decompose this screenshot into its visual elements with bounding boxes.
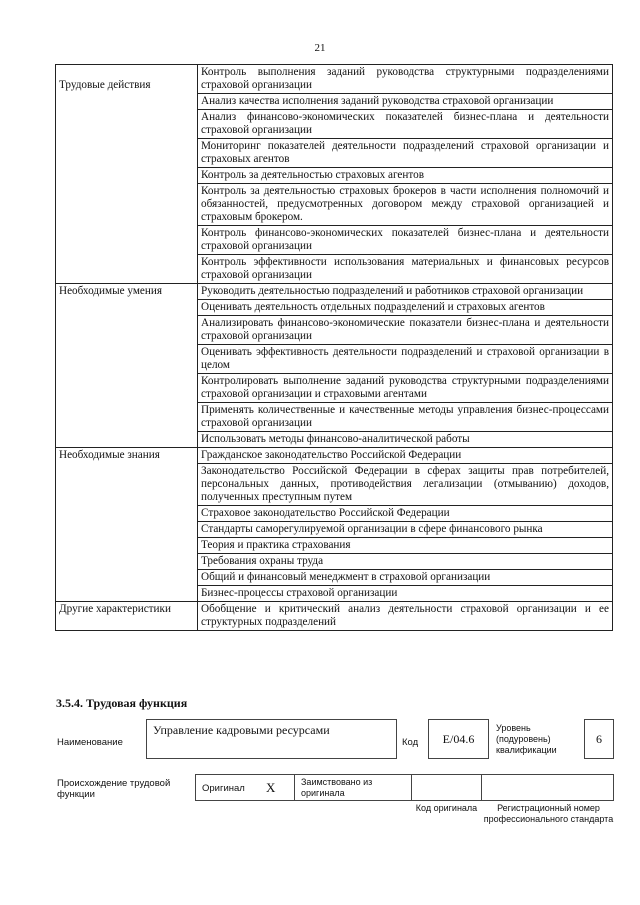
table-cell: Контролировать выполнение заданий руководства структурными подразделениями страховой организации и страховыми агентами [198,374,613,403]
table-cell: Применять количественные и качественные методы управления бизнес-процессами страховой организации [198,403,613,432]
table-cell: Использовать методы финансово-аналитической работы [198,432,613,448]
table-cell: Гражданское законодательство Российской Федерации [198,448,613,464]
table-cell: Обобщение и критический анализ деятельности страховой организации и ее структурных подразделений [198,602,613,631]
code-caption: Код оригинала [415,803,478,813]
section-label: Трудовые действия [56,65,198,284]
reg-caption: Регистрационный номер профессионального стандарта [483,803,614,824]
table-cell: Контроль выполнения заданий руководства структурными подразделениями страховой организации [198,65,613,94]
table-cell: Оценивать деятельность отдельных подразделений и страховых агентов [198,300,613,316]
table-cell: Страховое законодательство Российской Федерации [198,506,613,522]
origin-code-cell [411,774,482,801]
table-cell: Стандарты саморегулируемой организации в сфере финансового рынка [198,522,613,538]
table-cell: Мониторинг показателей деятельности подразделений страховой организации и страховых агентов [198,139,613,168]
code-value: E/04.6 [442,731,475,746]
table-row [56,602,613,631]
code-label: Код [402,737,419,748]
origin-borrowed-cell [294,774,412,801]
table-cell: Требования охраны труда [198,554,613,570]
origin-original-cell [195,774,295,801]
section-label: Другие характеристики [56,602,198,631]
section-label: Необходимые знания [56,448,198,602]
table-cell: Контроль за деятельностью страховых брокеров в части исполнения полномочий и обязанностей, предусмотренных договором между страховой организацией и страховым брокером. [198,184,613,226]
table-row [56,65,613,94]
table-cell: Общий и финансовый менеджмент в страховой организации [198,570,613,586]
table-cell: Контроль эффективности использования материальных и финансовых ресурсов страховой организации [198,255,613,284]
code-field [428,719,489,759]
name-value: Управление кадровыми ресурсами [153,723,330,737]
level-label: Уровень (подуровень) квалификации [496,723,557,755]
requirements-table [55,64,613,631]
section-heading: 3.5.4. Трудовая функция [56,696,188,710]
level-value: 6 [596,731,602,746]
table-cell: Анализировать финансово-экономические показатели бизнес-плана и деятельности страховой организации [198,316,613,345]
original-mark: X [266,780,276,795]
origin-label: Происхождение трудовой функции [57,778,171,800]
table-cell: Руководить деятельностью подразделений и работников страховой организации [198,284,613,300]
original-label: Оригинал [202,783,245,794]
table-cell: Оценивать эффективность деятельности подразделений и страховой организации в целом [198,345,613,374]
level-field [584,719,614,759]
page-number: 21 [314,42,326,54]
origin-reg-cell [481,774,614,801]
table-cell: Анализ качества исполнения заданий руководства страховой организации [198,94,613,110]
table-row [56,284,613,300]
table-cell: Законодательство Российской Федерации в сферах защиты прав потребителей, персональных данных, противодействия легализации (отмыванию) доходов, полученных преступным путем [198,464,613,506]
table-cell: Бизнес-процессы страховой организации [198,586,613,602]
table-row [56,448,613,464]
name-field [146,719,397,759]
table-cell: Анализ финансово-экономических показателей бизнес-плана и деятельности страховой организации [198,110,613,139]
name-label: Наименование [57,737,123,748]
table-cell: Теория и практика страхования [198,538,613,554]
borrowed-label: Заимствовано из оригинала [301,777,373,798]
table-cell: Контроль финансово-экономических показателей бизнес-плана и деятельности страховой организации [198,226,613,255]
section-label: Необходимые умения [56,284,198,448]
table-cell: Контроль за деятельностью страховых агентов [198,168,613,184]
